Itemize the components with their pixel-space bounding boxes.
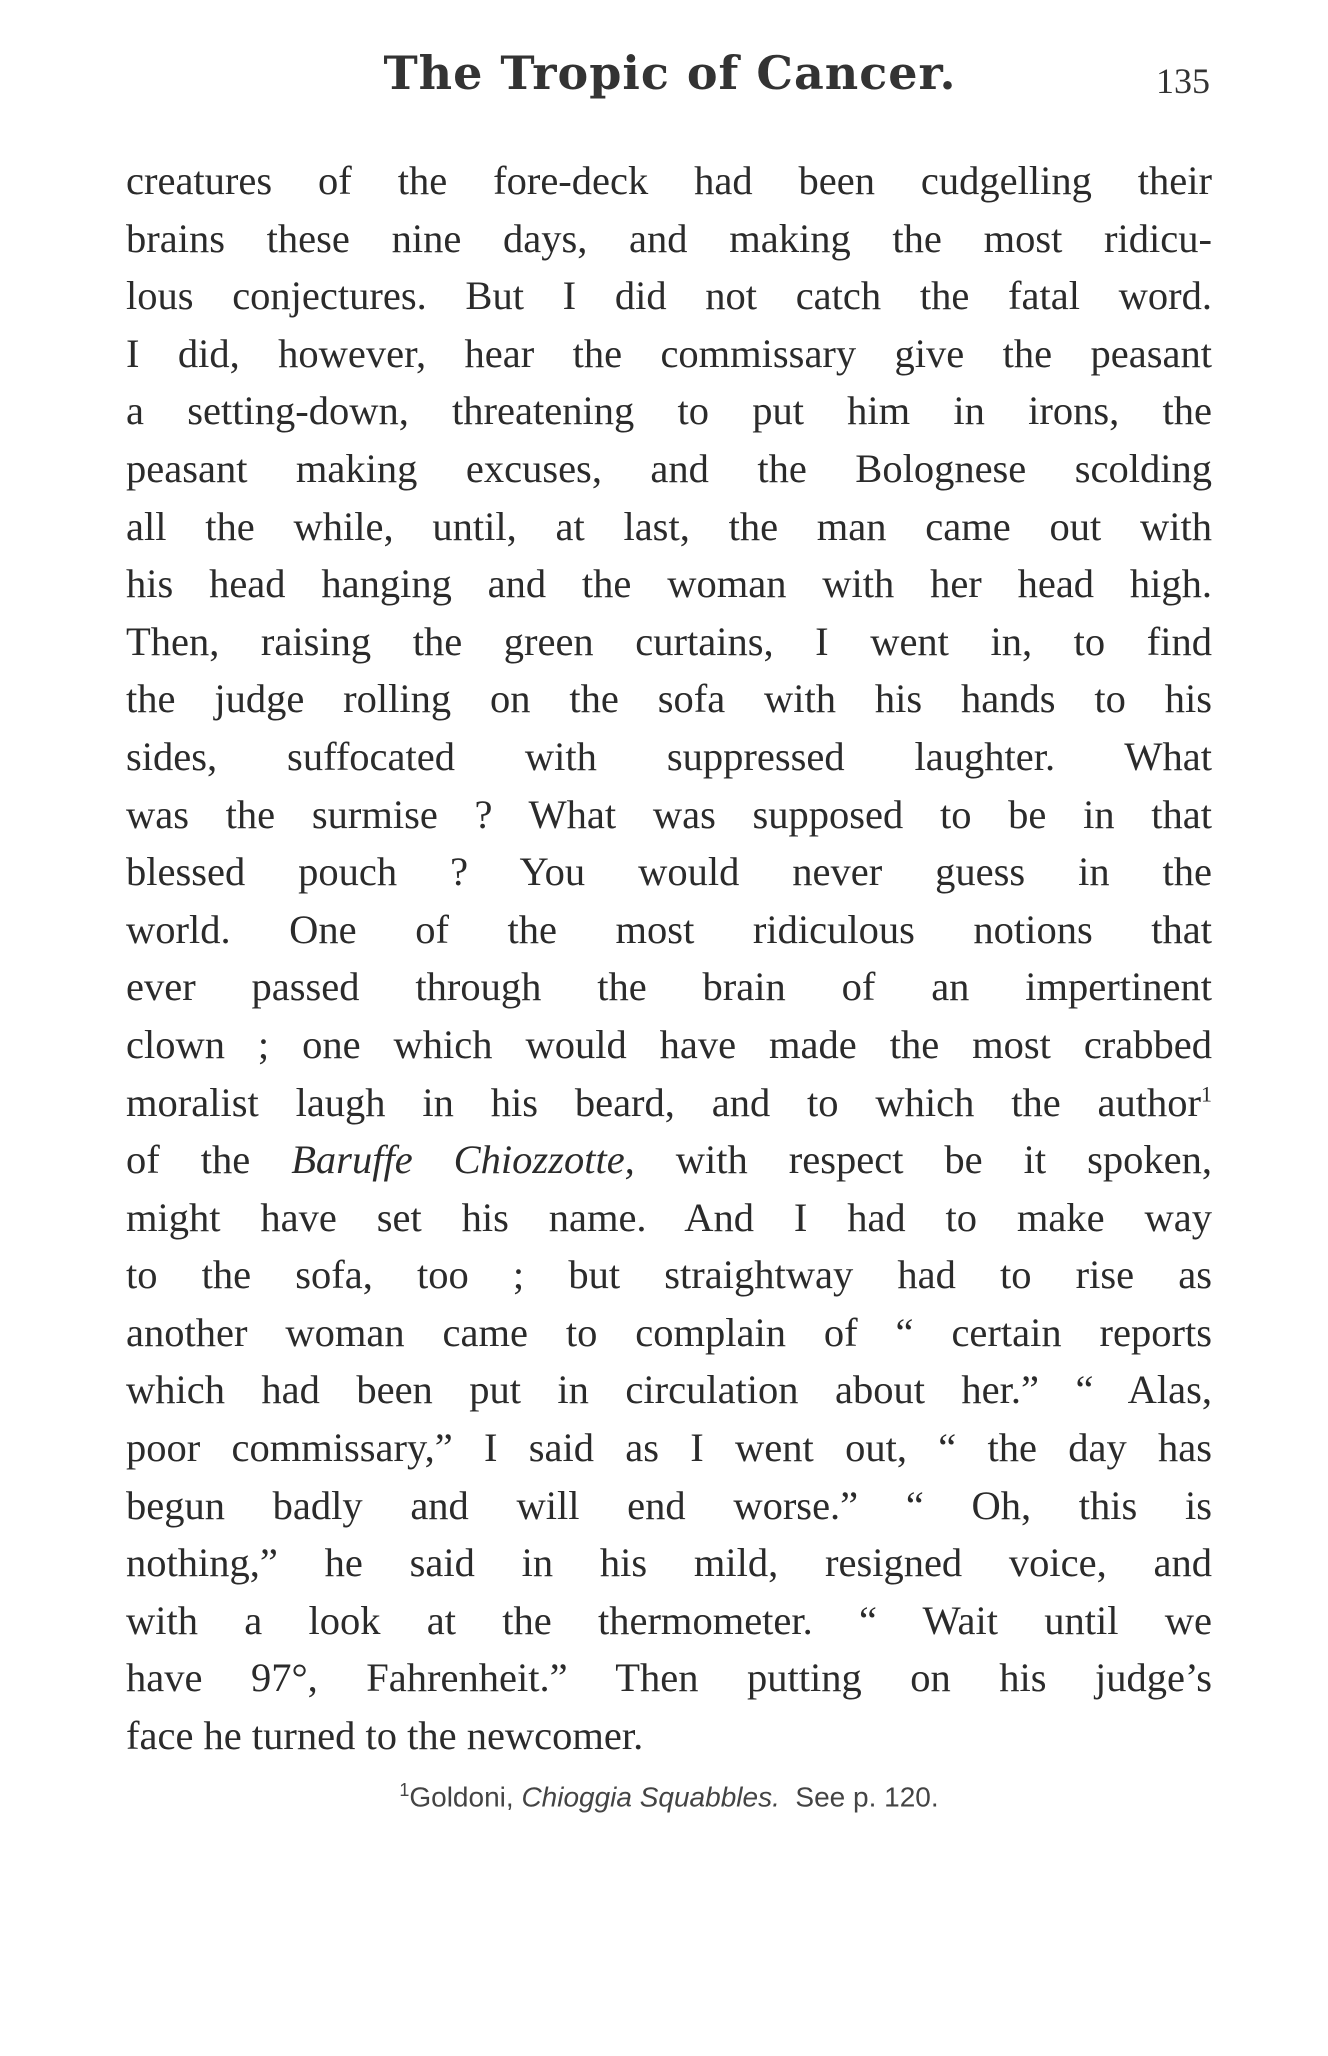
text-segment: with respect be it spoken, — [634, 1137, 1212, 1183]
text-line-with-title — [126, 1131, 1212, 1189]
text-line: creatures of the fore-deck had been cudgelling their — [126, 158, 1212, 203]
text-segment: moralist laugh in his beard, and to which the author — [126, 1079, 1201, 1125]
text-line: another woman came to complain of “ certain reports — [126, 1309, 1212, 1355]
text-line: the judge rolling on the sofa with his hands to his — [126, 676, 1212, 722]
footnote-reference: 1 — [1201, 1081, 1212, 1106]
text-line: ever passed through the brain of an impertinent — [126, 964, 1212, 1010]
text-line: brains these nine days, and making the most ridicu- — [126, 215, 1212, 261]
text-line: sides, suffocated with suppressed laughter. What — [126, 733, 1212, 779]
text-line: nothing,” he said in his mild, resigned voice, and — [126, 1540, 1212, 1586]
footnote — [126, 1780, 1212, 1813]
text-line: which had been put in circulation about her.” “ Alas, — [126, 1367, 1212, 1413]
text-line: with a look at the thermometer. “ Wait until we — [126, 1597, 1212, 1643]
footnote-author: Goldoni, — [409, 1781, 522, 1813]
text-line: begun badly and will end worse.” “ Oh, this is — [126, 1482, 1212, 1528]
text-line: peasant making excuses, and the Bolognese scolding — [126, 445, 1212, 491]
footnote-title: Chioggia Squabbles. — [521, 1781, 780, 1813]
text-line: his head hanging and the woman with her head high. — [126, 561, 1212, 607]
italic-title: Baruffe Chiozzotte, — [291, 1137, 635, 1183]
body-paragraph — [126, 152, 1212, 1765]
text-line: was the surmise ? What was supposed to be in that — [126, 791, 1212, 837]
text-line-with-ref — [126, 1074, 1212, 1132]
text-line: Then, raising the green curtains, I went in, to find — [126, 618, 1212, 664]
text-line: blessed pouch ? You would never guess in the — [126, 849, 1212, 895]
text-segment: of the — [126, 1137, 292, 1183]
text-line: to the sofa, too ; but straightway had to rise as — [126, 1252, 1212, 1298]
footnote-mark: 1 — [399, 1780, 410, 1800]
text-line: world. One of the most ridiculous notions that — [126, 906, 1212, 952]
running-head — [130, 46, 1210, 116]
running-title: The Tropic of Cancer. — [383, 46, 957, 100]
text-line: have 97°, Fahrenheit.” Then putting on his judge’s — [126, 1655, 1212, 1701]
text-line: a setting-down, threatening to put him in irons, the — [126, 388, 1212, 434]
text-line: all the while, until, at last, the man came out with — [126, 503, 1212, 549]
text-line: clown ; one which would have made the most crabbed — [126, 1021, 1212, 1067]
text-line: face he turned to the newcomer. — [126, 1713, 644, 1759]
text-line: lous conjectures. But I did not catch the fatal word. — [126, 273, 1212, 319]
text-line: poor commissary,” I said as I went out, “ the day has — [126, 1425, 1212, 1471]
footnote-page-ref: See p. 120. — [779, 1781, 939, 1813]
text-line: might have set his name. And I had to make way — [126, 1194, 1212, 1240]
text-line: I did, however, hear the commissary give the peasant — [126, 330, 1212, 376]
page-number: 135 — [1156, 61, 1210, 101]
